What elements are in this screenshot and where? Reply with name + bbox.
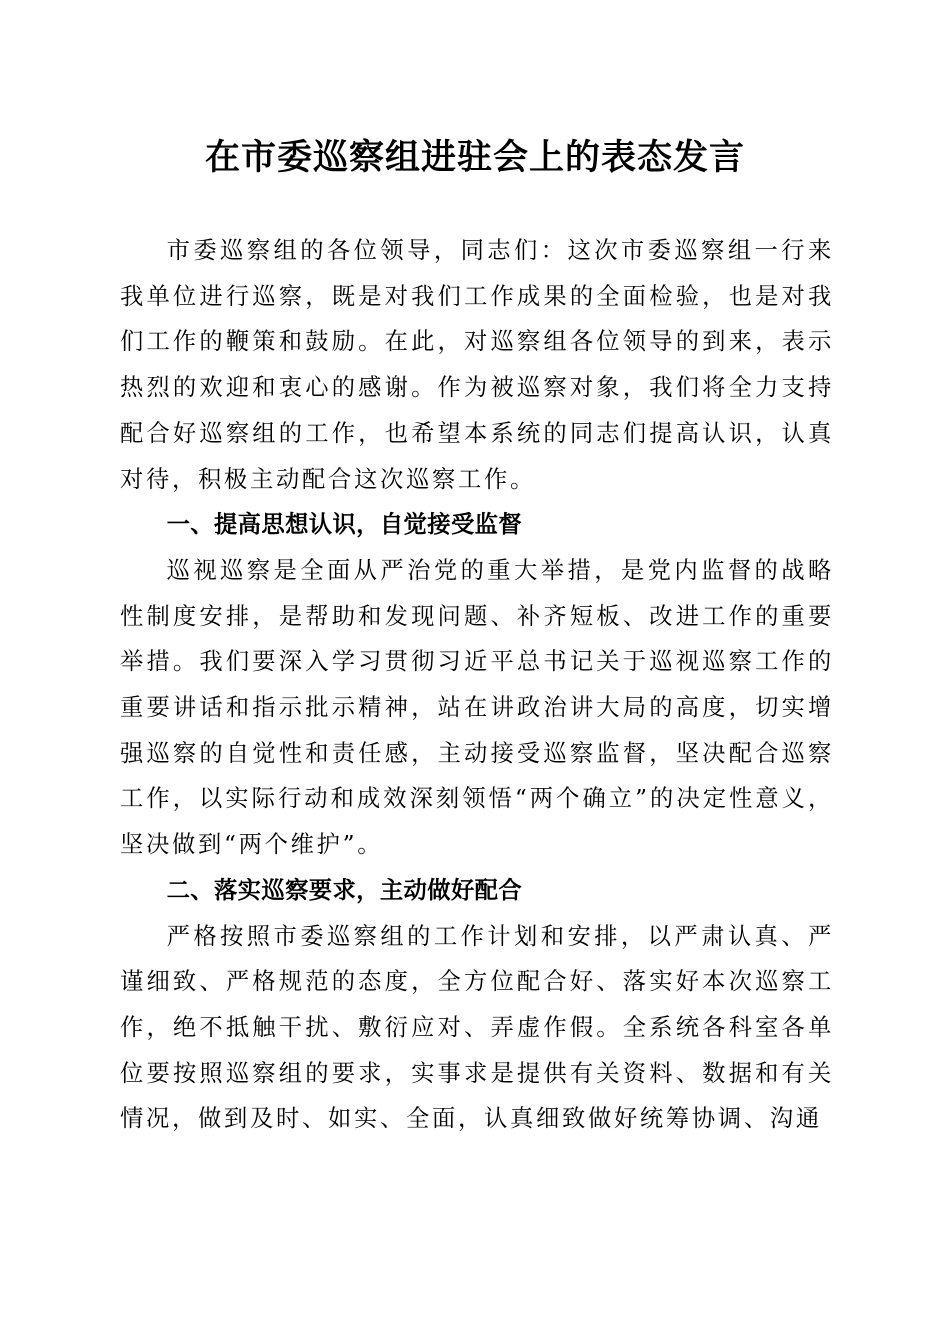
- paragraph-opening: 市委巡察组的各位领导，同志们：这次市委巡察组一行来我单位进行巡察，既是对我们工作成果的全面检验，也是对我们工作的鞭策和鼓励。在此，对巡察组各位领导的到来，表示热烈的欢迎和衷心的感谢。作为被巡察对象，我们将全力支持配合好巡察组的工作，也希望本系统的同志们提高认识，认真对待，积极主动配合这次巡察工作。: [120, 237, 834, 493]
- paragraph-section-1: 巡视巡察是全面从严治党的重大举措，是党内监督的战略性制度安排，是帮助和发现问题、补齐短板、改进工作的重要举措。我们要深入学习贯彻习近平总书记关于巡视巡察工作的重要讲话和指示批示精神，站在讲政治讲大局的高度，切实增强巡察的自觉性和责任感，主动接受巡察监督，坚决配合巡察工作，以实际行动和成效深刻领悟“两个确立”的决定性意义，坚决做到“两个维护”。: [120, 556, 834, 859]
- document-title: 在市委巡察组进驻会上的表态发言: [204, 137, 745, 178]
- document-body: [120, 228, 834, 1142]
- section-heading-2: 二、落实巡察要求，主动做好配合: [166, 876, 523, 904]
- section-heading-1: 一、提高思想认识，自觉接受监督: [166, 511, 523, 539]
- paragraph-section-2: 严格按照市委巡察组的工作计划和安排，以严肃认真、严谨细致、严格规范的态度，全方位配合好、落实好本次巡察工作，绝不抵触干扰、敷衍应对、弄虚作假。全系统各科室各单位要按照巡察组的要求，实事求是提供有关资料、数据和有关情况，做到及时、如实、全面，认真细致做好统筹协调、沟通: [120, 922, 834, 1133]
